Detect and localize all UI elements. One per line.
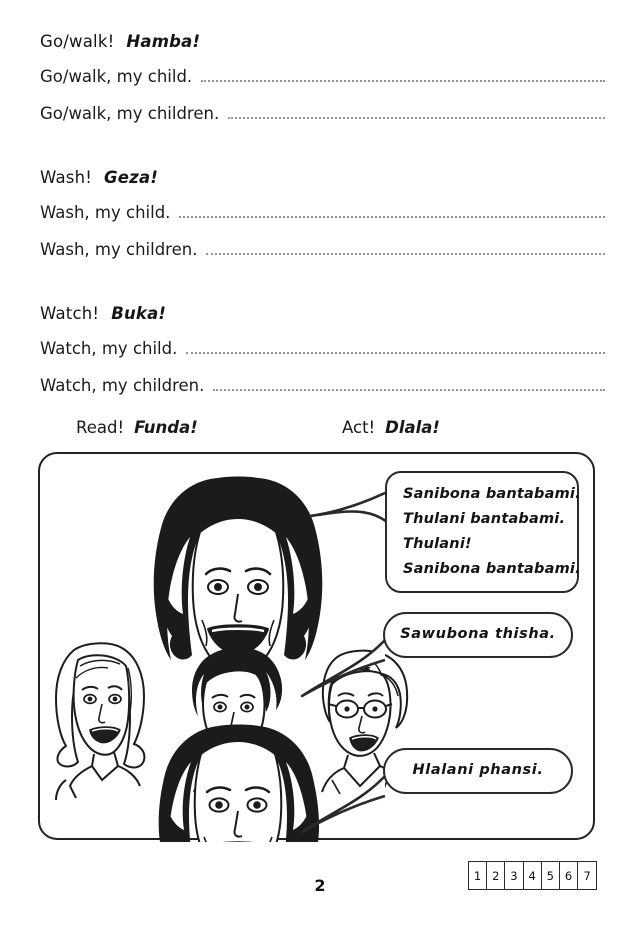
section-label-act-english: Act! [342,418,376,437]
sequence-box[interactable]: 7 [583,868,591,883]
speech-bubble-line: Hlalani phansi. [412,762,544,779]
exercise-prompt: Go/walk, my children. [40,103,220,123]
exercise-line [40,336,605,357]
exercise-heading [40,304,605,323]
speech-bubble-line: Thulani! [403,536,472,552]
bubble-tail-3 [302,776,385,832]
sequence-boxes [468,861,597,890]
exercise-block-wash [40,168,605,274]
speech-bubble-line: Thulani bantabami. [403,511,566,528]
answer-rule[interactable] [206,251,605,255]
child-boy-middle-figure [192,648,282,794]
answer-rule[interactable] [179,214,605,218]
exercise-heading-zulu: Buka! [111,304,167,323]
section-label-read [76,418,198,437]
exercise-line [40,200,605,221]
section-labels [76,418,496,442]
answer-rule[interactable] [186,350,605,354]
answer-rule[interactable] [228,115,605,119]
exercise-heading-zulu: Geza! [104,168,159,187]
bubble-tail-2 [302,640,385,696]
section-label-act [342,418,440,437]
exercise-block-watch [40,304,605,410]
exercise-prompt: Watch, my children. [40,375,205,395]
teacher-top-figure [154,477,323,675]
exercise-prompt: Go/walk, my child. [40,66,193,86]
sequence-box[interactable]: 5 [542,862,560,889]
exercise-line [40,373,605,394]
exercise-heading-english: Watch! [40,304,100,323]
speech-bubble-line: Sanibona bantabami. [403,486,581,503]
exercise-line [40,64,605,85]
answer-rule[interactable] [201,78,605,82]
speech-bubble-teacher-greeting [385,471,579,593]
bubble-tail-1 [310,492,387,522]
exercise-heading-zulu: Hamba! [126,32,201,51]
speech-bubble-line: Sawubona thisha. [400,626,556,643]
teacher-bottom-figure [159,725,319,843]
exercise-prompt: Wash, my children. [40,239,198,259]
section-label-read-english: Read! [76,418,125,437]
exercise-heading [40,168,605,187]
exercise-line [40,101,605,122]
exercise-prompt: Wash, my child. [40,202,171,222]
sequence-box[interactable]: 1 [469,862,487,889]
page-number: 2 [314,876,326,895]
sequence-box[interactable]: 6 [560,862,578,889]
child-girl-left-figure [56,643,144,800]
sequence-box[interactable]: 3 [505,862,523,889]
section-label-act-zulu: Dlala! [385,418,440,437]
section-label-read-zulu: Funda! [134,418,198,437]
speech-bubble-line: Sanibona bantabami. [403,560,581,577]
speech-bubble-teacher-instruction [383,748,573,794]
exercise-line [40,237,605,258]
exercise-heading-english: Go/walk! [40,32,115,51]
exercise-prompt: Watch, my child. [40,338,178,358]
exercise-heading-english: Wash! [40,168,93,187]
exercise-heading [40,32,605,51]
exercise-block-go-walk [40,32,605,138]
sequence-box[interactable]: 2 [487,862,505,889]
answer-rule[interactable] [213,387,605,391]
speech-bubble-children-reply [383,612,573,658]
sequence-box[interactable]: 4 [524,862,542,889]
